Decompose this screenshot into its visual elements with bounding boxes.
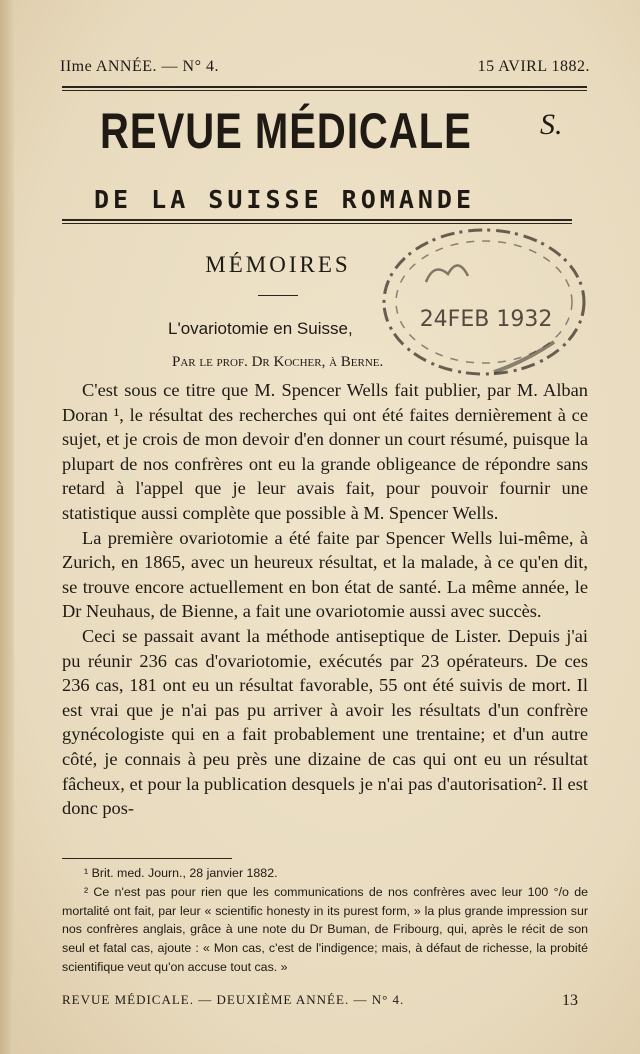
header-rule: [62, 86, 587, 88]
section-heading: MÉMOIRES: [205, 252, 351, 277]
article-byline: Par le prof. Dr Kocher, à Berne.: [172, 354, 384, 370]
article-body: [62, 378, 588, 821]
journal-subtitle: DE LA SUISSE ROMANDE: [94, 185, 476, 214]
page-edge: [0, 0, 14, 1054]
page-number: 13: [562, 992, 578, 1009]
issue-date: 15 AVIRL 1882.: [477, 58, 590, 75]
journal-title: REVUE MÉDICALE: [100, 104, 472, 159]
paragraph: C'est sous ce titre que M. Spencer Wells fait publier, par M. Alban Doran ¹, le résultat des recherches qui ont été faites dernièrement à ce sujet, et je crois de mon devoir d'en donner un court résumé, puisque la plupart de nos confrères ont eu la grande obligeance de répondre sans retard à l'appel que je leur avais fait, pour pouvoir fournir une statistique aussi complète que possible à M. Spencer Wells.: [62, 380, 588, 523]
handwritten-mark: S.: [540, 108, 563, 141]
footer-journal: REVUE MÉDICALE. — DEUXIÈME ANNÉE. — N° 4.: [62, 992, 405, 1007]
running-header: [60, 58, 590, 76]
title-rule: [62, 219, 572, 221]
footnotes: [62, 864, 588, 977]
running-footer: [62, 992, 588, 1010]
footnote: ¹ Brit. med. Journ., 28 janvier 1882.: [84, 866, 278, 880]
footnote-rule: [62, 858, 232, 859]
header-rule-thin: [62, 90, 587, 91]
article-title: L'ovariotomie en Suisse,: [168, 319, 353, 338]
paragraph: La première ovariotomie a été faite par Spencer Wells lui-même, à Zurich, en 1865, avec un heureux résultat, et la malade, à ce qu'en dit, se trouve encore actuellement en bon état de santé. La même année, le Dr Neuhaus, de Bienne, a fait une ovariotomie aussi avec succès.: [62, 527, 588, 622]
footnote: ² Ce n'est pas pour rien que les communications de nos confrères avec leur 100 °/o de mortalité ont fait, par leur « scientific honesty in its purest form, » la plus grande impression sur nos confrères anglais, grâce à une note du Dr Buman, de Fribourg, qui, après le récit de son seul et fatal cas, ajoute : « Mon cas, c'est de l'indigence; mais, à défaut de richesse, la probité scientifique veut qu'on accuse tout cas. »: [62, 884, 588, 974]
stamp-date: 24FEB 1932: [419, 307, 553, 332]
paragraph: Ceci se passait avant la méthode antiseptique de Lister. Depuis j'ai pu réunir 236 cas d'ovariotomie, exécutés par 23 opérateurs. De ces 236 cas, 181 ont eu un résultat favorable, 55 ont été suivis de mort. Il est vrai que je n'ai pas pu arriver à avoir les résultats d'un confrère gynécologiste qui en a fait probablement une trentaine; et d'un autre côté, je connais à peu près une dizaine de cas qui ont eu un résultat fâcheux, et pour la publication desquels je n'ai pas d'autorisation². Il est donc pos-: [62, 625, 588, 819]
section-rule: [258, 295, 298, 296]
issue-number: IIme ANNÉE. — N° 4.: [60, 58, 219, 75]
